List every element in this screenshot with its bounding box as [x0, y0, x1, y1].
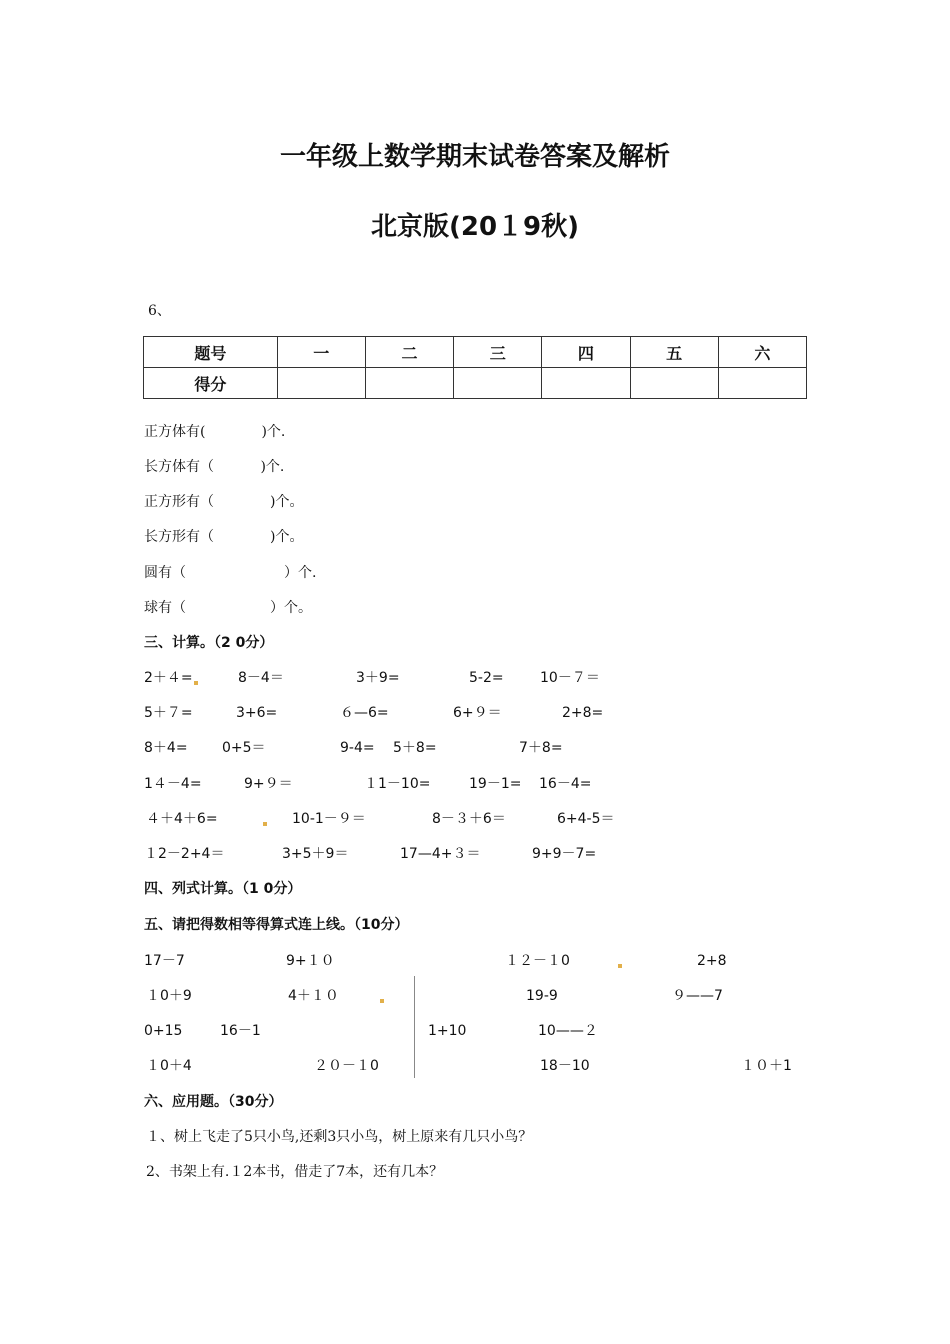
- equation: 8＋4=: [144, 740, 188, 756]
- score-table: [143, 336, 807, 399]
- equation: 8－4＝: [238, 670, 284, 686]
- accent-dot: [618, 964, 622, 968]
- table-cell: 五: [630, 337, 718, 368]
- match-item: 1+10: [428, 1023, 467, 1039]
- equation: 2＋４=: [144, 670, 193, 686]
- shape-line: 长方体有（ )个.: [144, 459, 285, 475]
- score-cell[interactable]: [365, 368, 453, 399]
- equation: 17—4+３＝: [400, 846, 481, 862]
- intro-number: 6、: [148, 303, 171, 319]
- document-title: 一年级上数学期末试卷答案及解析: [279, 142, 670, 172]
- section-heading: 四、列式计算。（1 0分）: [144, 881, 302, 897]
- divider-line: [414, 976, 415, 1078]
- equation: 0+5＝: [222, 740, 266, 756]
- equation: 9-4=: [340, 740, 375, 756]
- match-item: １0＋9: [146, 988, 192, 1004]
- score-cell[interactable]: [277, 368, 365, 399]
- match-item: １２－１0: [505, 953, 570, 969]
- table-cell: 题号: [144, 337, 278, 368]
- score-cell[interactable]: [542, 368, 630, 399]
- equation: 7＋8=: [519, 740, 563, 756]
- table-cell: 二: [365, 337, 453, 368]
- match-item: ９——7: [672, 988, 723, 1004]
- equation: 3+5＋9＝: [282, 846, 349, 862]
- match-item: 9+１０: [286, 953, 335, 969]
- match-item: 18－10: [540, 1058, 590, 1074]
- shape-line: 球有（ ）个。: [144, 600, 312, 616]
- table-cell: 六: [718, 337, 806, 368]
- word-problem: １、树上飞走了5只小鸟,还剩3只小鸟，树上原来有几只小鸟？: [146, 1129, 533, 1145]
- match-item: 4＋１０: [288, 988, 339, 1004]
- match-item: 10——２: [538, 1023, 598, 1039]
- section-heading: 六、应用题。（30分）: [144, 1094, 283, 1110]
- equation: 10-1－９＝: [292, 811, 366, 827]
- table-cell: 四: [542, 337, 630, 368]
- table-cell: 三: [454, 337, 542, 368]
- match-item: １0＋4: [146, 1058, 192, 1074]
- equation: 9+9－7=: [532, 846, 597, 862]
- equation: １1－10=: [364, 776, 431, 792]
- document-subtitle: 北京版(20１9秋): [370, 212, 580, 242]
- accent-dot: [194, 681, 198, 685]
- equation: 5＋７=: [144, 705, 193, 721]
- score-cell[interactable]: [718, 368, 806, 399]
- equation: 8－３＋6＝: [432, 811, 506, 827]
- equation: 16－4=: [539, 776, 592, 792]
- equation: 6+９＝: [453, 705, 502, 721]
- section-heading: 五、请把得数相等得算式连上线。（10分）: [144, 917, 409, 933]
- score-cell[interactable]: [454, 368, 542, 399]
- table-cell: 一: [277, 337, 365, 368]
- section-heading: 三、计算。（2 0分）: [144, 635, 274, 651]
- match-item: 17－7: [144, 953, 185, 969]
- match-item: １０＋1: [741, 1058, 792, 1074]
- table-row: [144, 368, 807, 399]
- table-cell: 得分: [144, 368, 278, 399]
- equation: 6+4-5＝: [557, 811, 615, 827]
- accent-dot: [380, 999, 384, 1003]
- shape-line: 正方体有( )个.: [144, 424, 286, 440]
- score-cell[interactable]: [630, 368, 718, 399]
- equation: 1４－4=: [144, 776, 202, 792]
- equation: ４＋4＋6=: [146, 811, 218, 827]
- table-row: [144, 337, 807, 368]
- equation: ６—6=: [340, 705, 389, 721]
- match-item: 0+15: [144, 1023, 183, 1039]
- word-problem: 2、书架上有.１2本书，借走了7本，还有几本？: [146, 1164, 444, 1180]
- equation: 3+6=: [236, 705, 278, 721]
- accent-dot: [263, 822, 267, 826]
- equation: 5＋8=: [393, 740, 437, 756]
- equation: １2－2+4＝: [144, 846, 225, 862]
- equation: 19－1=: [469, 776, 522, 792]
- equation: 3＋9=: [356, 670, 400, 686]
- shape-line: 长方形有（ )个。: [144, 529, 304, 545]
- shape-line: 圆有（ ）个.: [144, 565, 317, 581]
- equation: 10－７＝: [540, 670, 600, 686]
- match-item: 16－1: [220, 1023, 261, 1039]
- equation: 2+8=: [562, 705, 604, 721]
- match-item: 19-9: [526, 988, 558, 1004]
- match-item: 2+8: [697, 953, 727, 969]
- match-item: ２０－１0: [314, 1058, 379, 1074]
- equation: 9+９＝: [244, 776, 293, 792]
- shape-line: 正方形有（ )个。: [144, 494, 304, 510]
- equation: 5-2=: [469, 670, 504, 686]
